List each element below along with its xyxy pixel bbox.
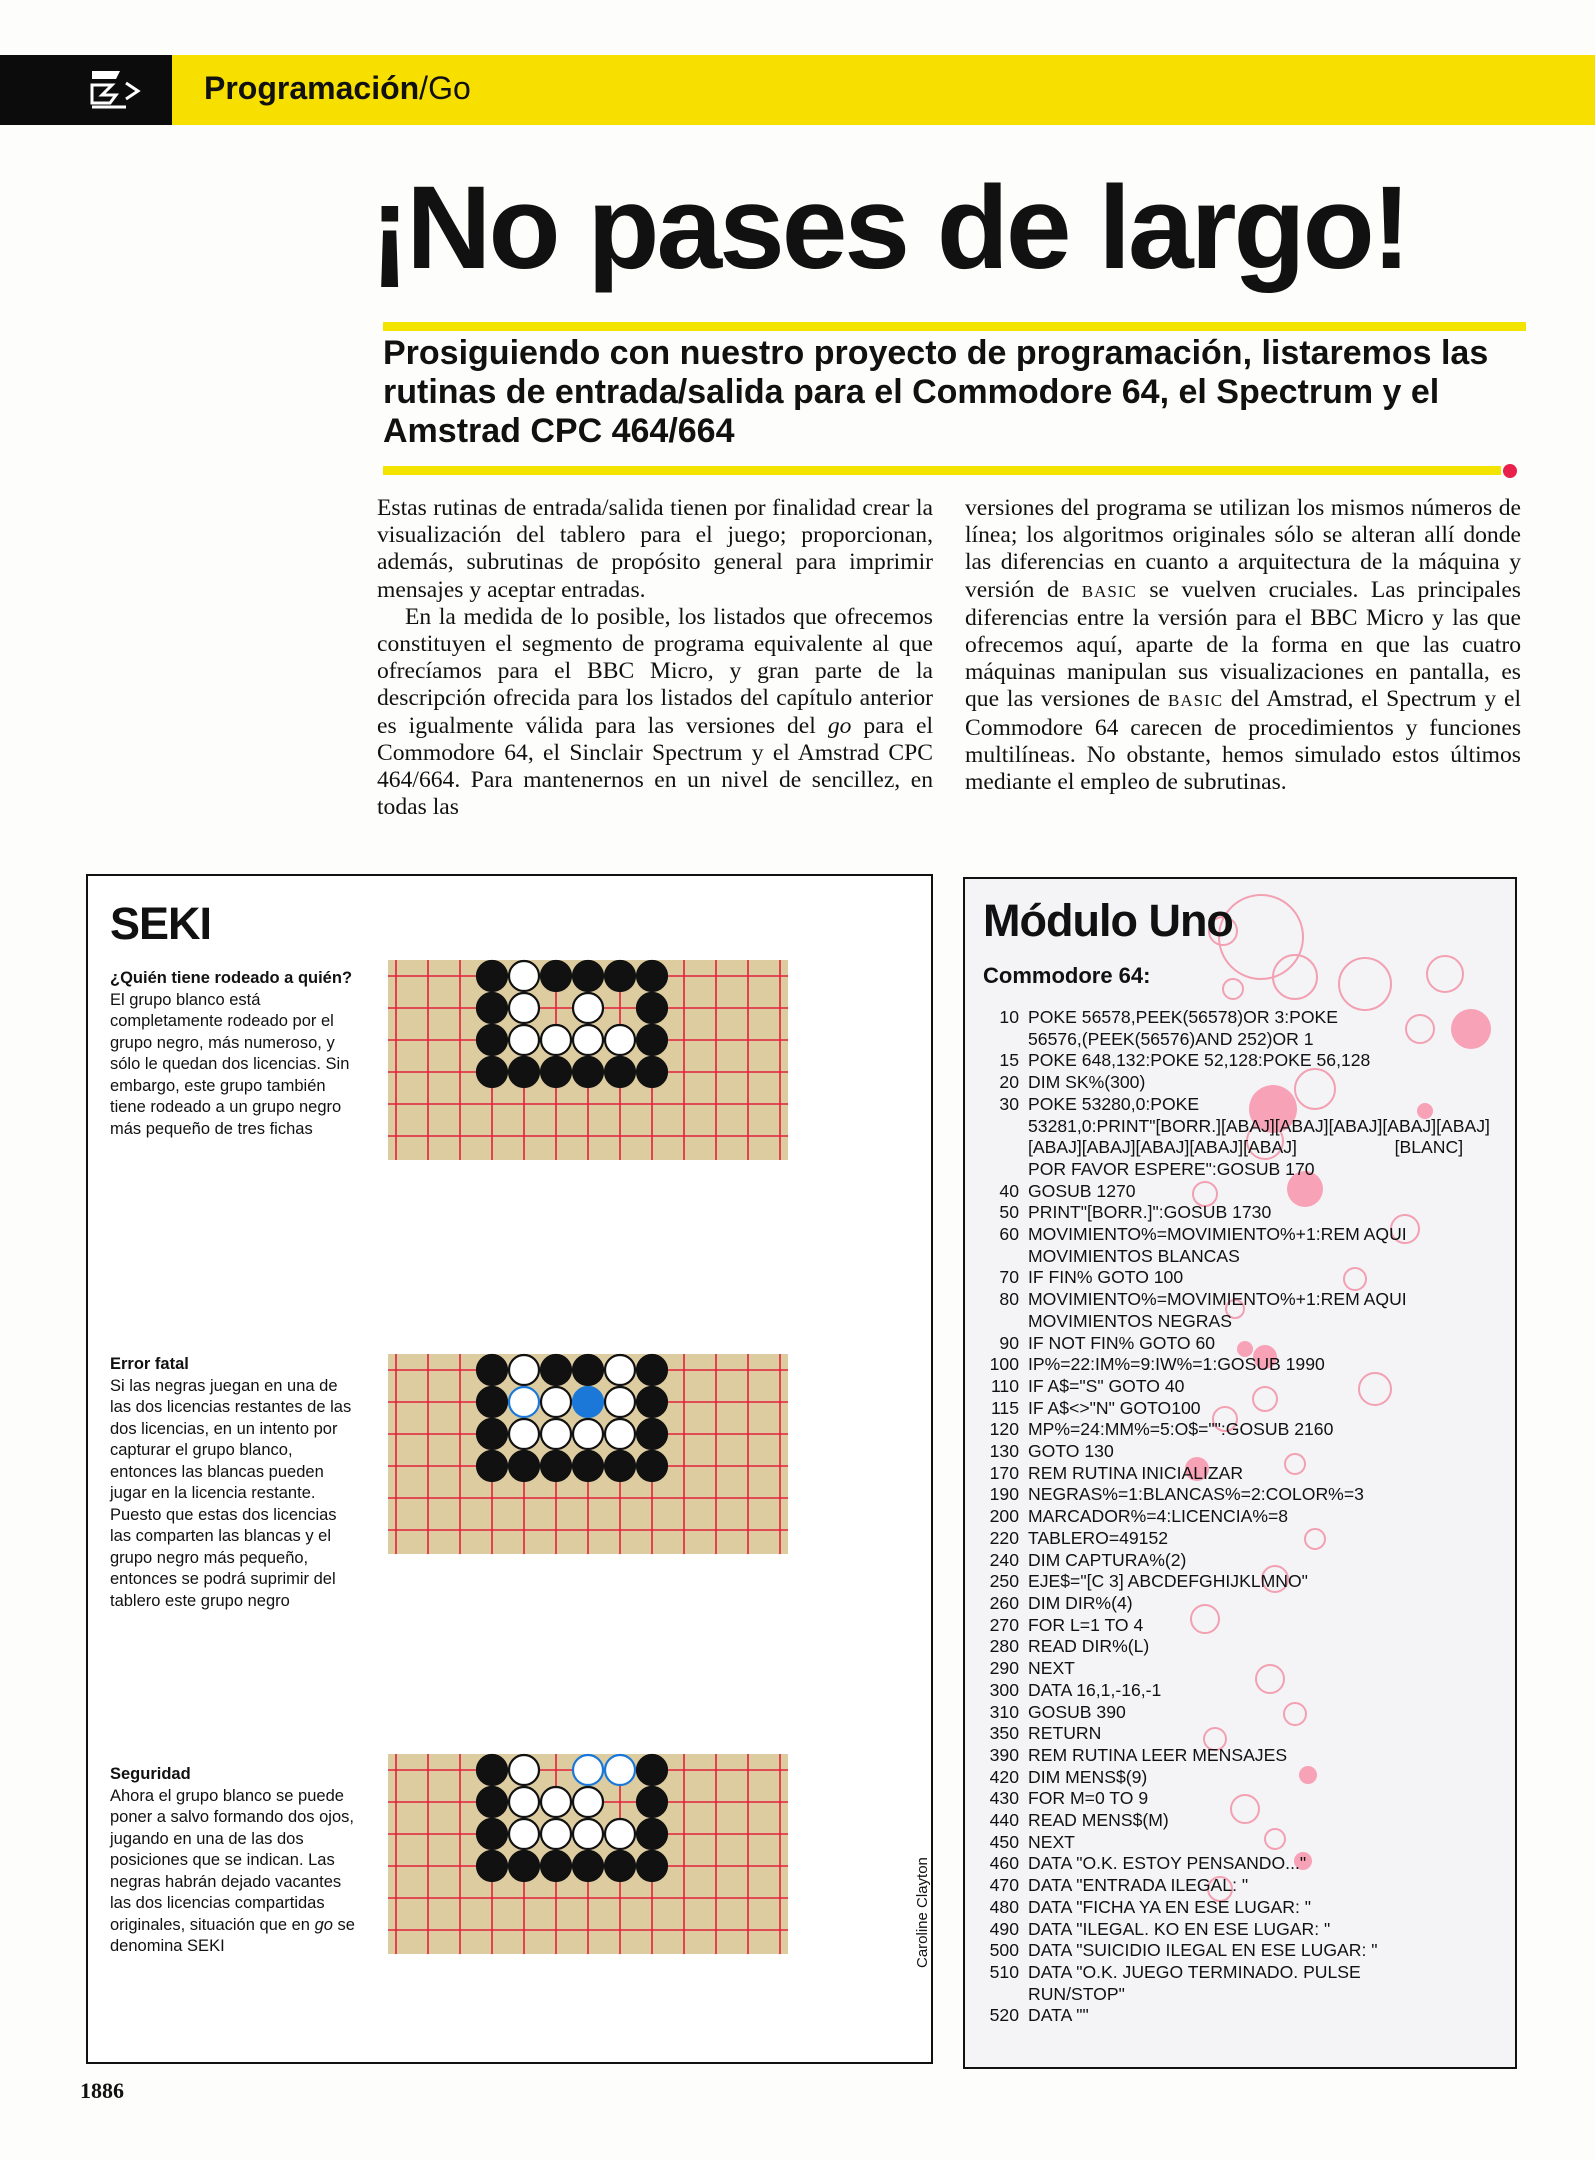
code-line — [983, 1571, 1503, 1593]
caption-text — [110, 1787, 355, 1956]
code-line — [983, 1007, 1503, 1050]
line-number: 170 — [989, 1462, 1019, 1483]
line-number: 480 — [989, 1896, 1019, 1917]
code-statement: TABLERO=49152 — [1028, 1527, 1169, 1548]
line-number: 10 — [999, 1007, 1019, 1027]
code-line — [983, 1267, 1503, 1289]
code-statement: MOVIMIENTO%=MOVIMIENTO%+1:REM AQUI MOVIMIENTOS BLANCAS — [1028, 1224, 1407, 1266]
caption-text: Si las negras juegan en una de las dos licencias restantes de las dos licencias, en un intento por capturar el grupo blanco, entonces las blancas pueden jugar en la licencia restante. Puesto que estas dos licencias las comparten las blancas y el grupo negro más pequeño, entonces se podrá suprimir del tablero este grupo negro — [110, 1376, 352, 1610]
code-statement: MARCADOR%=4:LICENCIA%=8 — [1028, 1506, 1289, 1527]
body-text-italic: go — [827, 712, 852, 739]
line-number: 350 — [989, 1723, 1019, 1744]
code-listing — [983, 1007, 1503, 2027]
played-stone — [573, 1387, 603, 1417]
body-text: En la medida de lo posible, los listados que ofrecemos constituyen el segmento de programa equivalente al que ofrecíamos para el BBC Micro, y gran parte de la descripción ofrecida para los listados del capítulo anterior es igualmente válida para las versiones del — [377, 603, 933, 739]
line-number: 20 — [999, 1072, 1019, 1093]
code-statement: RETURN — [1028, 1723, 1102, 1744]
line-number: 90 — [999, 1332, 1019, 1353]
go-board-1 — [388, 940, 788, 1190]
line-number: 300 — [989, 1679, 1019, 1700]
black-stone — [637, 1025, 667, 1055]
code-line — [983, 1506, 1503, 1528]
code-line — [983, 1484, 1503, 1506]
white-stone — [605, 1025, 635, 1055]
line-number: 270 — [989, 1614, 1019, 1635]
black-stone — [541, 1851, 571, 1881]
caption-text: El grupo blanco está completamente rodeado por el grupo negro, más numeroso, y sólo le quedan dos licencias. Sin embargo, este grupo también tiene rodeado a un grupo negro más pequeño de tres fichas — [110, 990, 350, 1138]
black-stone — [637, 1451, 667, 1481]
code-statement: IP%=22:IM%=9:IW%=1:GOSUB 1990 — [1028, 1354, 1325, 1375]
code-statement: DATA "FICHA YA EN ESE LUGAR: " — [1028, 1896, 1311, 1917]
code-statement: FOR M=0 TO 9 — [1028, 1788, 1149, 1809]
black-stone — [477, 1057, 507, 1087]
code-statement: POKE 56578,PEEK(56578)OR 3:POKE 56576,(PEEK(56576)AND 252)OR 1 — [1028, 1007, 1339, 1049]
seki-figure-box — [86, 874, 933, 2064]
code-statement: GOSUB 1270 — [1028, 1180, 1136, 1201]
code-line — [983, 1050, 1503, 1072]
body-paragraph — [377, 604, 933, 822]
black-stone — [477, 1755, 507, 1785]
code-statement: DATA "ILEGAL. KO EN ESE LUGAR: " — [1028, 1918, 1331, 1939]
black-stone — [509, 1057, 539, 1087]
white-stone — [605, 1419, 635, 1449]
body-paragraph — [965, 495, 1521, 796]
code-statement: NEGRAS%=1:BLANCAS%=2:COLOR%=3 — [1028, 1484, 1364, 1505]
white-stone — [573, 1419, 603, 1449]
black-stone — [477, 1355, 507, 1385]
black-stone — [637, 1787, 667, 1817]
white-stone — [541, 1819, 571, 1849]
code-statement: READ MENS$(M) — [1028, 1810, 1169, 1831]
code-line — [983, 1832, 1503, 1854]
line-number: 130 — [989, 1441, 1019, 1462]
black-stone — [573, 1057, 603, 1087]
section-title-topic: /Go — [419, 70, 471, 106]
code-statement: NEXT — [1028, 1831, 1075, 1852]
body-text: versiones del programa se utilizan los mismos números de línea; los algoritmos originales sólo se alteran allí donde las diferencias en cuanto a arquitectura de la máquina y versión de — [965, 495, 1521, 603]
line-number: 250 — [989, 1571, 1019, 1592]
code-line — [983, 1224, 1503, 1267]
white-stone — [605, 1819, 635, 1849]
white-stone — [509, 1025, 539, 1055]
code-line — [983, 1853, 1503, 1875]
white-stone — [509, 961, 539, 991]
listing-box — [963, 877, 1517, 2069]
white-stone — [573, 1819, 603, 1849]
code-statement: IF FIN% GOTO 100 — [1028, 1267, 1184, 1288]
line-number: 120 — [989, 1419, 1019, 1440]
subtitle-rule-bottom — [383, 466, 1501, 475]
seki-caption-3 — [110, 1764, 355, 1958]
line-number: 490 — [989, 1918, 1019, 1939]
seki-caption-2 — [110, 1354, 355, 1612]
code-statement: IF NOT FIN% GOTO 60 — [1028, 1332, 1216, 1353]
candidate-point — [573, 1755, 603, 1785]
listing-title: Módulo Uno — [983, 895, 1233, 946]
black-stone — [573, 961, 603, 991]
white-stone — [605, 1387, 635, 1417]
code-statement: DATA "O.K. JUEGO TERMINADO. PULSE RUN/STOP" — [1028, 1961, 1361, 2004]
line-number: 70 — [999, 1267, 1019, 1288]
code-line — [983, 1072, 1503, 1094]
black-stone — [637, 1755, 667, 1785]
code-line — [983, 1202, 1503, 1224]
code-statement: IF A$<>"N" GOTO100 — [1028, 1397, 1201, 1418]
code-line — [983, 1528, 1503, 1550]
code-line — [983, 1940, 1503, 1962]
code-statement: NEXT — [1028, 1658, 1075, 1679]
code-statement: DATA "O.K. ESTOY PENSANDO..." — [1028, 1853, 1307, 1874]
black-stone — [573, 1355, 603, 1385]
line-number: 310 — [989, 1701, 1019, 1722]
black-stone — [637, 1387, 667, 1417]
code-line — [983, 1810, 1503, 1832]
line-number: 100 — [989, 1354, 1019, 1375]
black-stone — [637, 993, 667, 1023]
black-stone — [573, 1851, 603, 1881]
white-stone — [541, 1025, 571, 1055]
black-stone — [541, 1451, 571, 1481]
line-number: 220 — [989, 1527, 1019, 1548]
line-number: 520 — [989, 2005, 1019, 2026]
section-title — [204, 70, 471, 107]
code-statement: DATA "ENTRADA ILEGAL: " — [1028, 1875, 1249, 1896]
black-stone — [541, 961, 571, 991]
code-line — [983, 1441, 1503, 1463]
black-stone — [477, 1025, 507, 1055]
white-stone — [509, 1755, 539, 1785]
black-stone — [637, 961, 667, 991]
line-number: 280 — [989, 1636, 1019, 1657]
caption-title: Seguridad — [110, 1765, 191, 1783]
code-line — [983, 1289, 1503, 1332]
code-line — [983, 1680, 1503, 1702]
black-stone — [477, 1819, 507, 1849]
code-line — [983, 1788, 1503, 1810]
code-line — [983, 1419, 1503, 1441]
black-stone — [541, 1057, 571, 1087]
white-stone — [573, 993, 603, 1023]
code-statement: REM RUTINA LEER MENSAJES — [1028, 1744, 1288, 1765]
body-text-smallcaps: BASIC — [1081, 581, 1137, 601]
body-column-right — [965, 495, 1521, 796]
line-number: 430 — [989, 1788, 1019, 1809]
black-stone — [637, 1819, 667, 1849]
code-line — [983, 1398, 1503, 1420]
listing-subtitle: Commodore 64: — [983, 963, 1151, 988]
white-stone — [509, 993, 539, 1023]
body-text: se vuelven cruciales. Las principales diferencias entre la versión para el BBC Micro y las que ofrecemos aquí, aparte de la forma en que las cuatro máquinas manipulan sus visualizaciones en pantalla, es que las versiones de — [965, 576, 1521, 713]
black-stone — [605, 1851, 635, 1881]
go-board-3 — [388, 1734, 788, 1984]
go-board-2 — [388, 1334, 788, 1584]
white-stone — [509, 1819, 539, 1849]
code-line — [983, 1181, 1503, 1203]
code-statement: DIM MENS$(9) — [1028, 1766, 1148, 1787]
code-statement: PRINT"[BORR.]":GOSUB 1730 — [1028, 1202, 1272, 1223]
code-line — [983, 1333, 1503, 1355]
white-stone — [509, 1355, 539, 1385]
code-statement: GOTO 130 — [1028, 1441, 1114, 1462]
code-line — [983, 1615, 1503, 1637]
illustrator-credit: Caroline Clayton — [914, 1857, 931, 1968]
code-line — [983, 1745, 1503, 1767]
white-stone — [509, 1787, 539, 1817]
caption-text-italic: go — [314, 1915, 333, 1934]
black-stone — [573, 1451, 603, 1481]
code-line — [983, 1875, 1503, 1897]
line-number: 15 — [999, 1050, 1019, 1071]
section-title-main: Programación — [204, 70, 420, 106]
code-statement: MOVIMIENTO%=MOVIMIENTO%+1:REM AQUI MOVIMIENTOS NEGRAS — [1028, 1289, 1407, 1331]
code-statement: EJE$="[C 3] ABCDEFGHIJKLMNO" — [1028, 1571, 1308, 1592]
code-statement: MP%=24:MM%=5:O$="":GOSUB 2160 — [1028, 1419, 1334, 1440]
code-line — [983, 1919, 1503, 1941]
black-stone — [477, 1787, 507, 1817]
black-stone — [477, 1451, 507, 1481]
code-line — [983, 1767, 1503, 1789]
caption-title: Error fatal — [110, 1355, 189, 1373]
code-line — [983, 1636, 1503, 1658]
line-number: 470 — [989, 1875, 1019, 1896]
line-number: 200 — [989, 1506, 1019, 1527]
code-statement: FOR L=1 TO 4 — [1028, 1614, 1144, 1635]
article-title: ¡No pases de largo! — [370, 162, 1409, 294]
go-logo-icon — [86, 65, 150, 115]
line-number: 290 — [989, 1658, 1019, 1679]
black-stone — [509, 1851, 539, 1881]
line-number: 260 — [989, 1592, 1019, 1613]
line-number: 80 — [999, 1289, 1019, 1310]
code-line — [983, 1550, 1503, 1572]
page-number: 1886 — [80, 2078, 124, 2103]
body-text: para el Commodore 64, el Sinclair Spectrum y el Amstrad CPC 464/664. Para mantenernos en un nivel de sencillez, en todas las — [377, 712, 934, 821]
code-statement: DATA 16,1,-16,-1 — [1028, 1679, 1162, 1700]
code-line — [983, 1354, 1503, 1376]
code-statement: READ DIR%(L) — [1028, 1636, 1150, 1657]
body-paragraph: Estas rutinas de entrada/salida tienen por finalidad crear la visualización del tablero para el juego; proporcionan, además, subrutinas de propósito general para imprimir mensajes y aceptar entradas. — [377, 495, 933, 603]
line-number: 510 — [989, 1961, 1019, 1982]
black-stone — [477, 961, 507, 991]
seki-title: SEKI — [110, 898, 212, 949]
white-stone — [573, 1025, 603, 1055]
line-number: 30 — [999, 1093, 1019, 1114]
black-stone — [509, 1451, 539, 1481]
seki-caption-1 — [110, 968, 355, 1140]
code-line — [983, 2005, 1503, 2027]
code-statement: GOSUB 390 — [1028, 1701, 1126, 1722]
black-stone — [605, 1057, 635, 1087]
line-number: 500 — [989, 1940, 1019, 1961]
black-stone — [541, 1355, 571, 1385]
code-line — [983, 1593, 1503, 1615]
code-line — [983, 1897, 1503, 1919]
code-statement: DIM CAPTURA%(2) — [1028, 1549, 1187, 1570]
code-line — [983, 1376, 1503, 1398]
line-number: 60 — [999, 1224, 1019, 1245]
code-line — [983, 1094, 1503, 1181]
code-line — [983, 1463, 1503, 1485]
black-stone — [605, 961, 635, 991]
candidate-point — [605, 1755, 635, 1785]
line-number: 115 — [990, 1397, 1019, 1418]
black-stone — [637, 1057, 667, 1087]
line-number: 460 — [989, 1853, 1019, 1874]
line-number: 390 — [989, 1744, 1019, 1765]
caption-text-part: se denomina SEKI — [110, 1915, 355, 1955]
code-statement: POKE 648,132:POKE 52,128:POKE 56,128 — [1028, 1050, 1371, 1071]
article-subtitle: Prosiguiendo con nuestro proyecto de programación, listaremos las rutinas de entrada/salida para el Commodore 64, el Spectrum y el Amstrad CPC 464/664 — [383, 334, 1489, 450]
black-stone — [477, 1851, 507, 1881]
black-stone — [637, 1851, 667, 1881]
body-column-left — [377, 495, 933, 821]
code-line — [983, 1723, 1503, 1745]
white-stone — [573, 1787, 603, 1817]
subtitle-rule-top — [383, 322, 1526, 331]
code-statement: IF A$="S" GOTO 40 — [1028, 1375, 1185, 1396]
black-stone — [637, 1419, 667, 1449]
series-logo — [0, 55, 172, 125]
line-number: 110 — [990, 1375, 1019, 1396]
code-statement: DATA "" — [1028, 2005, 1089, 2026]
black-stone — [477, 993, 507, 1023]
white-stone — [605, 1355, 635, 1385]
caption-title: ¿Quién tiene rodeado a quién? — [110, 969, 353, 987]
body-text-smallcaps: BASIC — [1167, 691, 1224, 711]
code-statement: POKE 53280,0:POKE 53281,0:PRINT"[BORR.][ABAJ][ABAJ][ABAJ][ABAJ][ABAJ][ABAJ][ABAJ][ABAJ][ABAJ][ABAJ] [BLANC] POR FAVOR ESPERE":GOSUB 170 — [1028, 1093, 1490, 1179]
code-line — [983, 1962, 1503, 2005]
rule-end-dot — [1503, 464, 1517, 478]
white-stone — [541, 1387, 571, 1417]
caption-text-part: Ahora el grupo blanco se puede poner a salvo formando dos ojos, jugando en una de las dos posiciones que se indican. Las negras habrán dejado vacantes las dos licencias compartidas originales, situación que en — [110, 1786, 354, 1934]
black-stone — [477, 1419, 507, 1449]
code-statement: REM RUTINA INICIALIZAR — [1028, 1462, 1244, 1483]
line-number: 450 — [989, 1831, 1019, 1852]
code-line — [983, 1658, 1503, 1680]
line-number: 50 — [999, 1202, 1019, 1223]
white-stone — [541, 1787, 571, 1817]
line-number: 240 — [989, 1549, 1019, 1570]
black-stone — [477, 1387, 507, 1417]
code-line — [983, 1702, 1503, 1724]
line-number: 420 — [989, 1766, 1019, 1787]
candidate-point — [509, 1387, 539, 1417]
line-number: 190 — [989, 1484, 1019, 1505]
code-statement: DIM DIR%(4) — [1028, 1592, 1133, 1613]
white-stone — [509, 1419, 539, 1449]
body-text: del Amstrad, el Spectrum y el Commodore 64 carecen de procedimientos y funciones multilíneas. No obstante, hemos simulado estos últimos mediante el empleo de subrutinas. — [965, 686, 1521, 796]
line-number: 440 — [989, 1810, 1019, 1831]
white-stone — [541, 1419, 571, 1449]
code-statement: DIM SK%(300) — [1028, 1072, 1146, 1093]
code-statement: DATA "SUICIDIO ILEGAL EN ESE LUGAR: " — [1028, 1940, 1378, 1961]
line-number: 40 — [999, 1180, 1019, 1201]
black-stone — [637, 1355, 667, 1385]
black-stone — [605, 1451, 635, 1481]
